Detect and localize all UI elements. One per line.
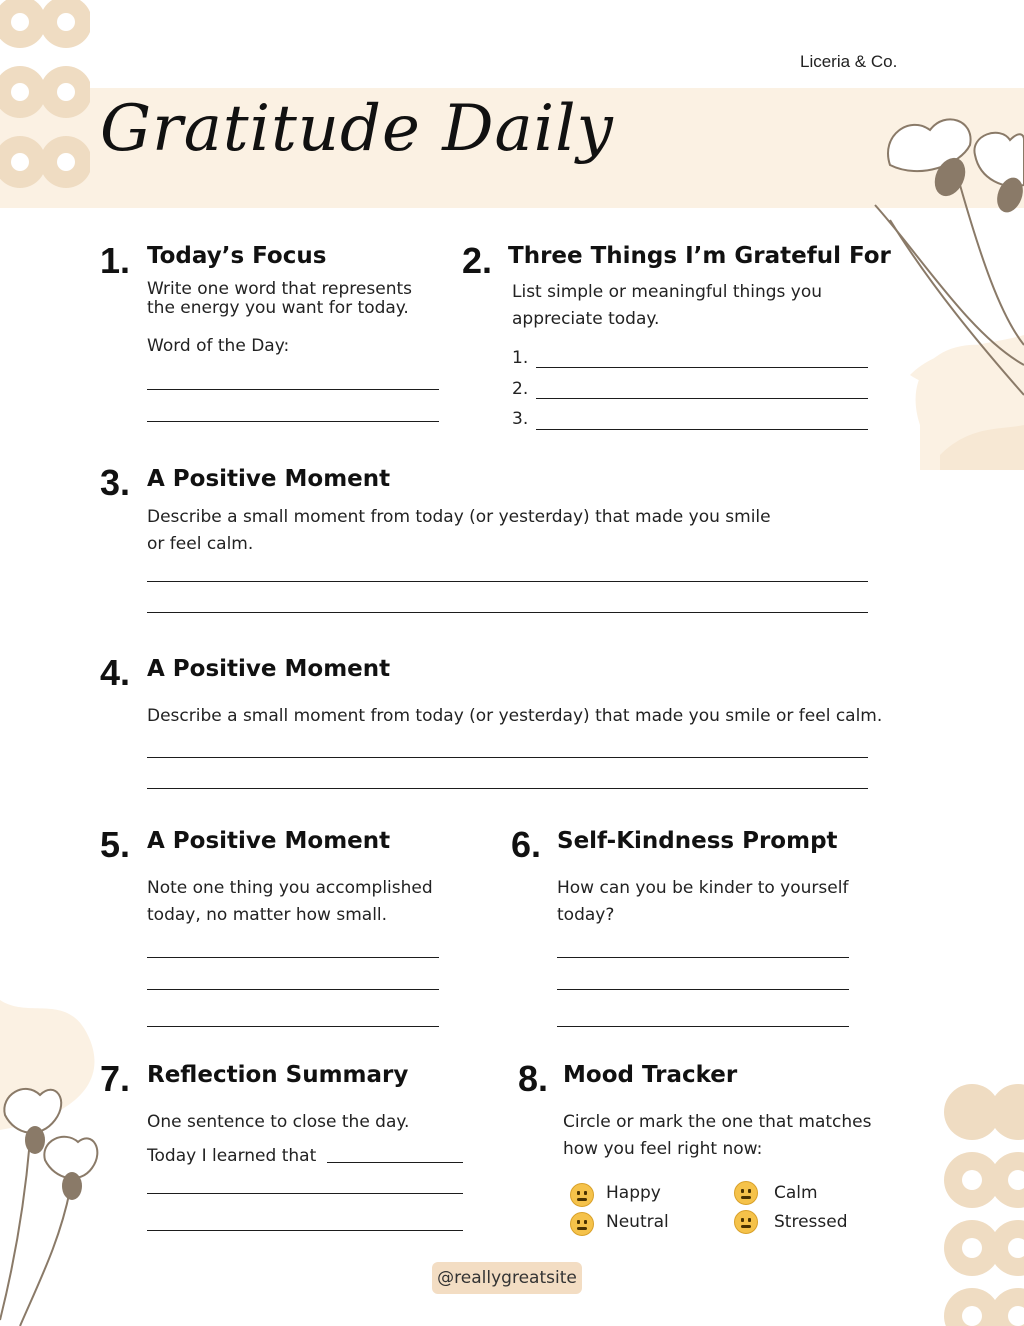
write-line[interactable]: [147, 957, 439, 958]
flower-illustration-bottom-left: [0, 980, 140, 1326]
mood-label[interactable]: Calm: [774, 1183, 818, 1203]
section-heading: Self-Kindness Prompt: [557, 828, 838, 854]
list-number: 3.: [512, 409, 529, 429]
write-line[interactable]: [557, 957, 849, 958]
list-number: 2.: [512, 379, 529, 399]
write-line[interactable]: [147, 421, 439, 422]
section-heading: Today’s Focus: [147, 243, 327, 269]
write-line[interactable]: [147, 612, 868, 613]
section-number: 3.: [100, 462, 131, 503]
write-line[interactable]: [147, 1026, 439, 1027]
section-description: One sentence to close the day.: [147, 1112, 410, 1132]
section-description: Circle or mark the one that matches how you feel right now:: [563, 1112, 872, 1159]
section-description: Describe a small moment from today (or yesterday) that made you smile or feel calm.: [147, 507, 771, 554]
write-line[interactable]: [536, 398, 868, 399]
calm-face-icon[interactable]: [734, 1181, 758, 1205]
section-heading: A Positive Moment: [147, 656, 391, 682]
section-description: Describe a small moment from today (or yesterday) that made you smile or feel calm.: [147, 706, 883, 726]
write-line[interactable]: [557, 1026, 849, 1027]
section-heading: Three Things I’m Grateful For: [508, 243, 891, 269]
write-line[interactable]: [147, 757, 868, 758]
page-title: Gratitude Daily: [100, 92, 614, 166]
brand-name: Liceria & Co.: [800, 52, 898, 71]
mood-label[interactable]: Happy: [606, 1183, 661, 1203]
section-description: List simple or meaningful things you appreciate today.: [512, 282, 823, 329]
section-number: 4.: [100, 652, 131, 693]
write-line[interactable]: [536, 367, 868, 368]
list-number: 1.: [512, 348, 529, 368]
write-line[interactable]: [147, 1230, 463, 1231]
section-number: 6.: [511, 824, 542, 865]
section-description: Note one thing you accomplished today, no matter how small.: [147, 878, 433, 925]
write-line[interactable]: [147, 389, 439, 390]
write-line[interactable]: [147, 788, 868, 789]
section-description: Write one word that represents the energy you want for today.: [147, 279, 412, 318]
section-heading: A Positive Moment: [147, 828, 391, 854]
neutral-face-icon[interactable]: [570, 1212, 594, 1236]
flower-illustration-top-right: [860, 95, 1024, 470]
section-number: 8.: [518, 1058, 549, 1099]
word-of-day-label: Word of the Day:: [147, 336, 290, 356]
section-number: 2.: [462, 240, 493, 281]
write-line[interactable]: [327, 1162, 463, 1163]
section-number: 7.: [100, 1058, 131, 1099]
reflection-prompt: Today I learned that: [147, 1146, 317, 1166]
mood-label[interactable]: Stressed: [774, 1212, 848, 1232]
section-heading: A Positive Moment: [147, 466, 391, 492]
circle-pattern-top-left: [0, 0, 90, 200]
mood-label[interactable]: Neutral: [606, 1212, 669, 1232]
write-line[interactable]: [536, 429, 868, 430]
section-number: 5.: [100, 824, 131, 865]
section-heading: Mood Tracker: [563, 1062, 738, 1088]
write-line[interactable]: [147, 1193, 463, 1194]
write-line[interactable]: [147, 581, 868, 582]
stressed-face-icon[interactable]: [734, 1210, 758, 1234]
website-handle[interactable]: @reallygreatsite: [432, 1262, 582, 1294]
section-heading: Reflection Summary: [147, 1062, 409, 1088]
happy-face-icon[interactable]: [570, 1183, 594, 1207]
write-line[interactable]: [147, 989, 439, 990]
write-line[interactable]: [557, 989, 849, 990]
section-description: How can you be kinder to yourself today?: [557, 878, 849, 925]
circle-pattern-bottom-right: [940, 1082, 1024, 1326]
section-number: 1.: [100, 240, 131, 281]
